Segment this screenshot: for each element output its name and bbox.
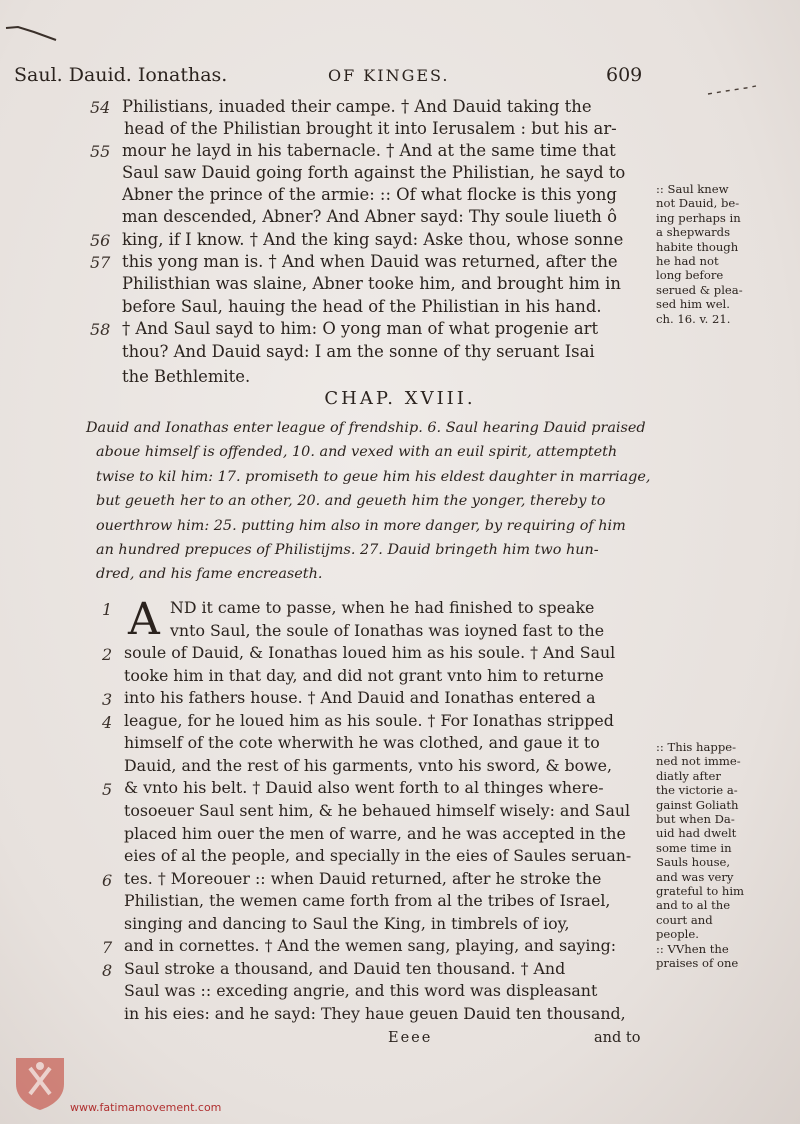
text-line: Saul was :: exceding angrie, and this word was displeasant	[124, 981, 598, 1001]
text-line: king, if I know. † And the king sayd: Aske thou, whose sonne	[122, 230, 624, 249]
verse-number: 58	[90, 320, 111, 339]
note-line: :: Saul knew	[656, 182, 729, 196]
text-line: before Saul, hauing the head of the Philistian in his hand.	[122, 297, 602, 316]
note-line: people.	[656, 927, 699, 942]
note-line: but when Da-	[656, 812, 735, 827]
note-line: Sauls house,	[656, 855, 731, 870]
note-line: ned not imme-	[656, 754, 741, 769]
verse-number: 55	[90, 142, 111, 161]
text-line: placed him ouer the men of warre, and he was accepted in the	[124, 823, 626, 843]
note-line: not Dauid, be-	[656, 196, 740, 211]
note-line: :: VVhen the	[656, 941, 729, 956]
text-line: vnto Saul, the soule of Ionathas was ioyned fast to the	[170, 620, 605, 640]
note-line: court and	[656, 912, 713, 927]
text-line: head of the Philistian brought it into Ierusalem : but his ar-	[124, 119, 617, 138]
note-line: uid had dwelt	[656, 826, 737, 841]
note-line: grateful to him	[656, 884, 745, 899]
chapter-summary	[86, 416, 666, 587]
note-line: serued & plea-	[656, 282, 743, 297]
text-line: ND it came to passe, when he had finished to speake	[170, 598, 595, 617]
text-line: tes. † Moreouer :: when Dauid returned, after he stroke the	[124, 868, 602, 888]
verse-number: 4	[102, 712, 113, 732]
summary-line: ouerthrow him: 25. putting him also in more danger, by requiring of him	[96, 517, 626, 534]
text-line: himself of the cote wherwith he was clothed, and gaue it to	[124, 733, 600, 753]
summary-line: but geueth her to an other, 20. and geueth him the yonger, thereby to	[96, 493, 606, 510]
note-line: long before	[656, 268, 724, 283]
verse-number: 57	[90, 253, 111, 272]
text-line: soule of Dauid, & Ionathas loued him as his soule. † And Saul	[124, 643, 616, 663]
summary-line: dred, and his fame encreaseth.	[96, 566, 323, 583]
margin-note-bottom	[656, 740, 796, 971]
summary-line: Dauid and Ionathas enter league of frendship. 6. Saul hearing Dauid praised	[86, 420, 646, 436]
note-line: and was very	[656, 869, 734, 884]
verse-number: 54	[90, 98, 111, 117]
note-line: the victorie a-	[656, 783, 738, 798]
text-line: Philistians, inuaded their campe. † And Dauid taking the	[122, 97, 592, 116]
note-line: ch. 16. v. 21.	[656, 311, 731, 326]
note-line: praises of one	[656, 956, 739, 971]
text-line: singing and dancing to Saul the King, in timbrels of ioy,	[124, 913, 570, 933]
text-line: and in cornettes. † And the wemen sang, playing, and saying:	[124, 936, 617, 956]
running-header-left: Saul. Dauid. Ionathas.	[14, 64, 228, 86]
text-line: & vnto his belt. † Dauid also went forth to al thinges where-	[124, 778, 604, 798]
verse-number: 6	[102, 870, 113, 890]
text-line: tooke him in that day, and did not grant vnto him to returne	[124, 665, 604, 685]
text-line: this yong man is. † And when Dauid was returned, after the	[122, 252, 618, 271]
note-line: sed him wel.	[656, 297, 730, 312]
verse-number: 1	[102, 600, 113, 619]
watermark-seal-icon	[12, 1054, 68, 1112]
page-number: 609	[606, 64, 643, 86]
note-line: a shepwards	[656, 225, 731, 240]
verse-number: 3	[102, 690, 113, 710]
signature-mark: Eeee	[388, 1030, 433, 1046]
summary-line: aboue himself is offended, 10. and vexed with an euil spirit, attempteth	[96, 444, 618, 461]
text-line: Abner the prince of the armie: :: Of what flocke is this yong	[122, 185, 617, 204]
text-line: in his eies: and he sayd: They haue geuen Dauid ten thousand,	[124, 1003, 626, 1023]
text-line: Saul stroke a thousand, and Dauid ten thousand. † And	[124, 958, 566, 978]
text-line: into his fathers house. † And Dauid and Ionathas entered a	[124, 688, 596, 708]
verse-number: 56	[90, 231, 111, 250]
text-line: eies of al the people, and specially in the eies of Saules seruan-	[124, 846, 632, 866]
text-line: the Bethlemite.	[122, 367, 251, 386]
text-line: mour he layd in his tabernacle. † And at the same time that	[122, 141, 616, 160]
catchword: and to	[594, 1030, 641, 1046]
text-line: † And Saul sayd to him: O yong man of what progenie art	[122, 319, 599, 338]
verse-number: 5	[102, 780, 113, 800]
text-line: thou? And Dauid sayd: I am the sonne of thy seruant Isai	[122, 342, 595, 361]
text-line: league, for he loued him as his soule. † For Ionathas stripped	[124, 710, 614, 730]
verse-number: 2	[102, 645, 113, 665]
note-line: diatly after	[656, 768, 721, 783]
note-line: ing perhaps in	[656, 210, 741, 225]
ink-mark	[4, 22, 58, 42]
note-line: :: This happe-	[656, 740, 737, 754]
summary-line: twise to kil him: 17. promiseth to geue him his eldest daughter in marriage,	[96, 468, 651, 485]
margin-note-top	[656, 182, 796, 326]
chapter-title: CHAP. XVIII.	[324, 388, 476, 409]
text-line: man descended, Abner? And Abner sayd: Thy soule liueth ô	[122, 207, 617, 226]
drop-cap: A	[128, 594, 160, 645]
note-line: and to al the	[656, 898, 731, 913]
note-line: some time in	[656, 840, 732, 855]
note-line: he had not	[656, 254, 719, 269]
note-line: gainst Goliath	[656, 797, 739, 812]
margin-dash-mark	[706, 82, 758, 98]
summary-line: an hundred prepuces of Philistijms. 27. Dauid bringeth him two hun-	[96, 542, 599, 559]
running-header-title: OF KINGES.	[328, 66, 450, 85]
verse-number: 8	[102, 960, 113, 980]
footer-url: www.fatimamovement.com	[70, 1101, 222, 1114]
text-line: Philistian, the wemen came forth from al the tribes of Israel,	[124, 891, 611, 911]
note-line: habite though	[656, 239, 739, 254]
verse-number: 7	[102, 938, 113, 958]
text-line: Saul saw Dauid going forth against the Philistian, he sayd to	[122, 163, 626, 182]
text-line: Dauid, and the rest of his garments, vnto his sword, & bowe,	[124, 755, 613, 775]
text-line: Philisthian was slaine, Abner tooke him, and brought him in	[122, 274, 621, 293]
text-line: tosoeuer Saul sent him, & he behaued himself wisely: and Saul	[124, 800, 631, 820]
